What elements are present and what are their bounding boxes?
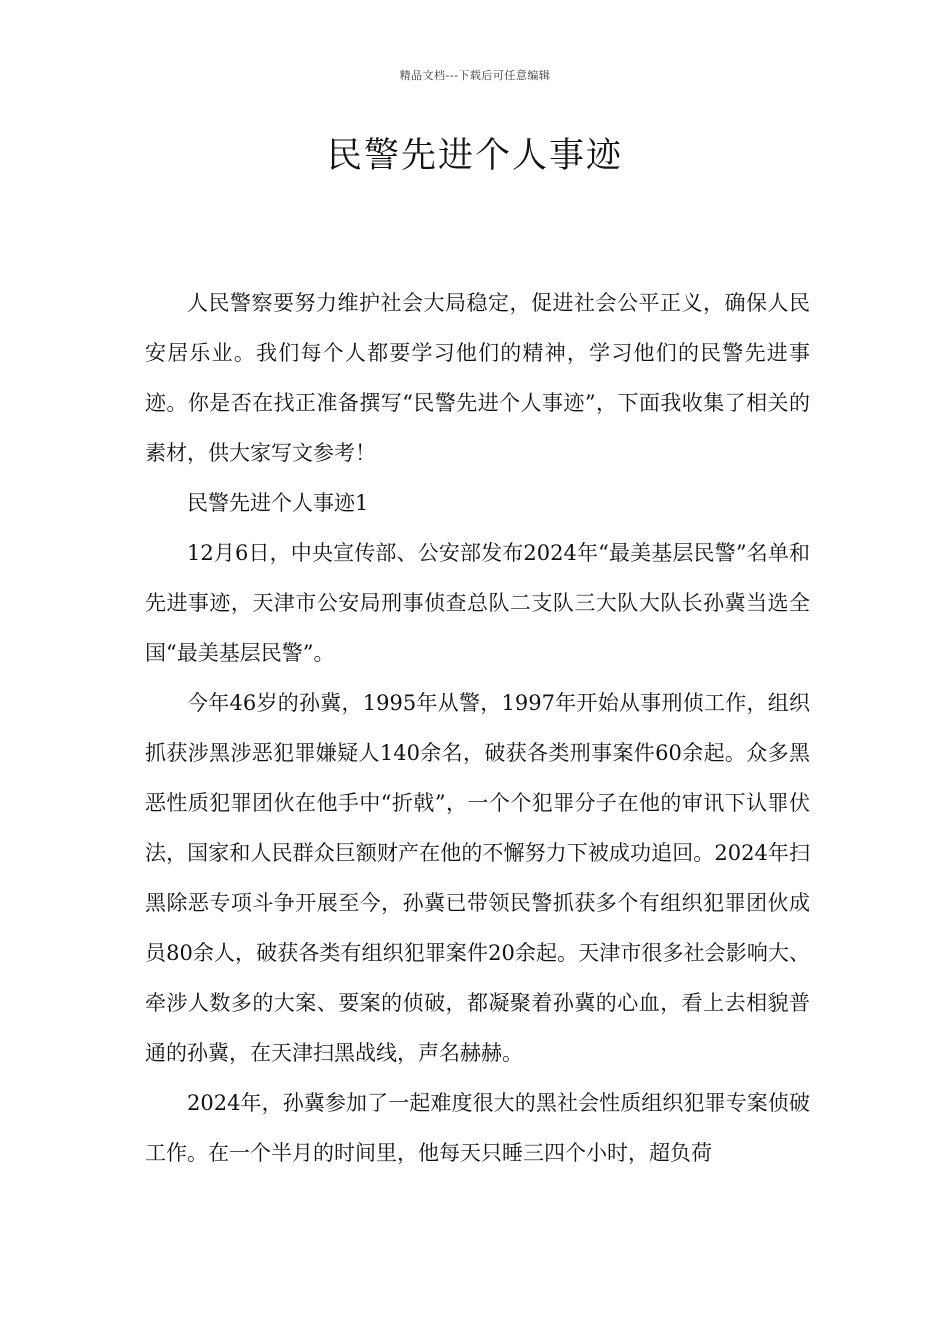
document-body — [145, 278, 810, 1178]
section-heading: 民警先进个人事迹1 — [187, 491, 369, 515]
document-title: 民警先进个人事迹 — [326, 136, 623, 176]
body-paragraph: 2024年，孙冀参加了一起难度很大的黑社会性质组织犯罪专案侦破工作。在一个半月的时间里，他每天只睡三四个小时，超负荷 — [145, 1091, 810, 1165]
intro-paragraph: 人民警察要努力维护社会大局稳定，促进社会公平正义，确保人民安居乐业。我们每个人都要学习他们的精神，学习他们的民警先进事迹。你是否在找正准备撰写“民警先进个人事迹”，下面我收集了相关的素材，供大家写文参考！ — [145, 291, 810, 465]
header-note: 精品文档---下载后可任意编辑 — [399, 69, 551, 82]
body-paragraph: 今年46岁的孙冀，1995年从警，1997年开始从事刑侦工作，组织抓获涉黑涉恶犯罪嫌疑人140余名，破获各类刑事案件60余起。众多黑恶性质犯罪团伙在他手中“折戟”，一个个犯罪分子在他的审讯下认罪伏法，国家和人民群众巨额财产在他的不懈努力下被成功追回。2024年扫黑除恶专项斗争开展至今，孙冀已带领民警抓获多个有组织犯罪团伙成员80余人，破获各类有组织犯罪案件20余起。天津市很多社会影响大、牵涉人数多的大案、要案的侦破，都凝聚着孙冀的心血，看上去相貌普通的孙冀，在天津扫黑战线，声名赫赫。 — [145, 691, 810, 1065]
body-paragraph: 12月6日，中央宣传部、公安部发布2024年“最美基层民警”名单和先进事迹，天津市公安局刑事侦查总队二支队三大队大队长孙冀当选全国“最美基层民警”。 — [145, 541, 810, 665]
